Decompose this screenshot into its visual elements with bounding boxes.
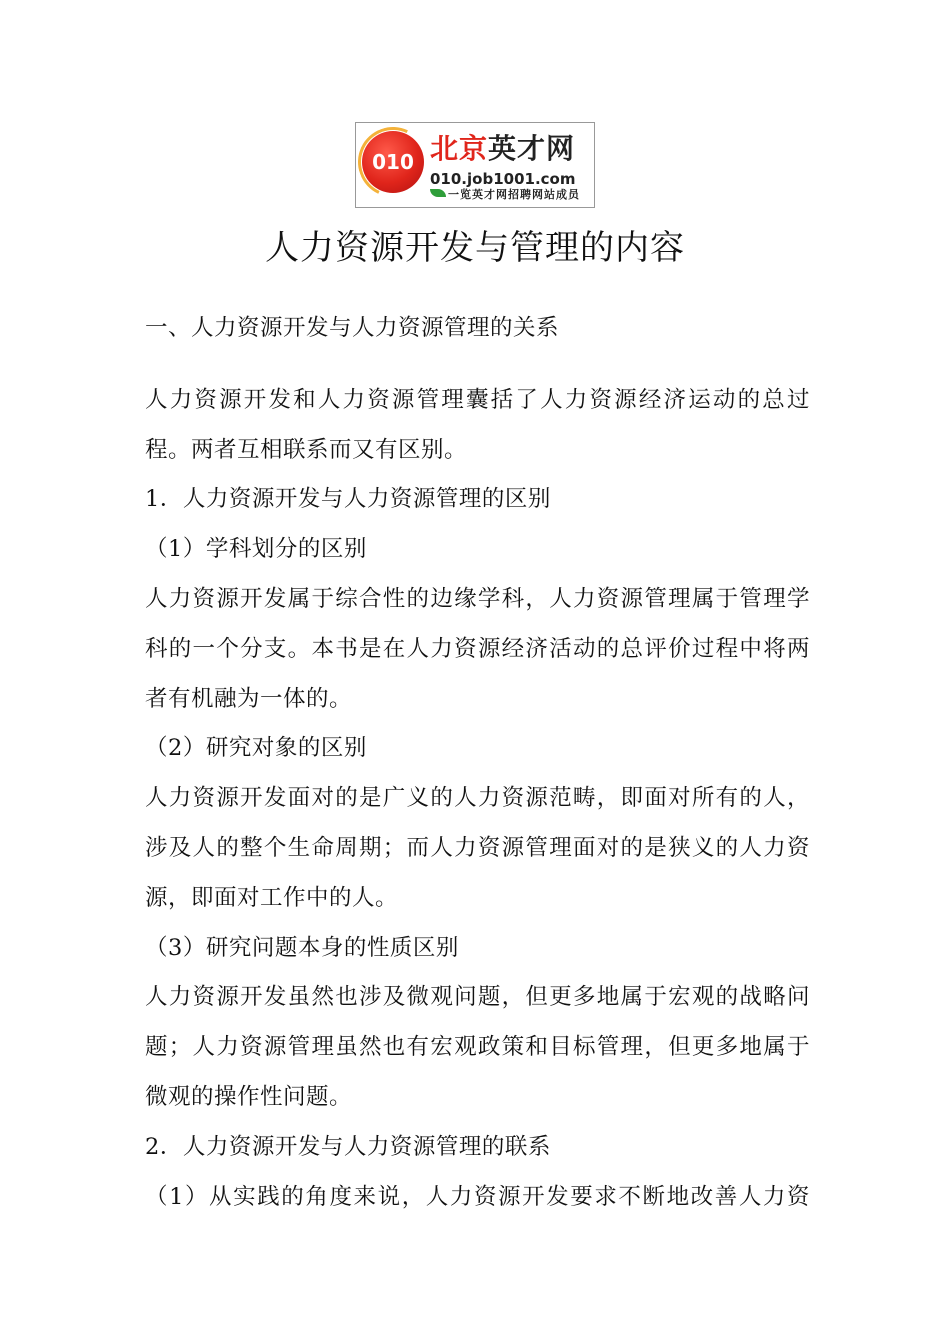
logo-slogan: 一览英才网招聘网站成员 [448, 188, 580, 201]
logo-circle-badge [362, 131, 424, 193]
paragraph-line: （1）从实践的角度来说，人力资源开发要求不断地改善人力资 [145, 1183, 810, 1210]
logo-brand-name-part2: 英才网 [488, 132, 576, 165]
paragraph-line: 人力资源开发属于综合性的边缘学科，人力资源管理属于管理学 [145, 585, 810, 612]
paragraph-line: 科的一个分支。本书是在人力资源经济活动的总评价过程中将两 [145, 635, 810, 662]
paragraph-line: 者有机融为一体的。 [145, 685, 353, 712]
document-body [145, 304, 810, 1222]
paragraph-line: 题；人力资源管理虽然也有宏观政策和目标管理，但更多地属于 [145, 1034, 810, 1061]
paragraph-line: 人力资源开发虽然也涉及微观问题，但更多地属于宏观的战略问 [145, 984, 810, 1011]
section-heading: 一、人力资源开发与人力资源管理的关系 [145, 315, 560, 341]
paragraph-line: 人力资源开发和人力资源管理囊括了人力资源经济运动的总过 [145, 386, 810, 413]
subheading-line: （1）学科划分的区别 [145, 536, 367, 563]
paragraph-line: 涉及人的整个生命周期；而人力资源管理面对的是狭义的人力资 [145, 834, 810, 861]
subheading-line: 1．人力资源开发与人力资源管理的区别 [145, 486, 551, 513]
subheading-line: （3）研究问题本身的性质区别 [145, 934, 459, 961]
paragraph-line: 源，即面对工作中的人。 [145, 884, 399, 911]
company-logo[interactable] [355, 122, 595, 208]
document-title: 人力资源开发与管理的内容 [265, 228, 685, 268]
logo-url: 010.job1001.com [430, 170, 576, 188]
logo-brand-name-part1: 北京 [430, 132, 489, 165]
subheading-line: 2．人力资源开发与人力资源管理的联系 [145, 1133, 551, 1160]
logo-circle-text: 010 [372, 150, 414, 174]
leaf-icon [430, 189, 446, 197]
paragraph-line: 人力资源开发面对的是广义的人力资源范畴，即面对所有的人， [145, 785, 810, 812]
paragraph-line: 微观的操作性问题。 [145, 1083, 353, 1110]
subheading-line: （2）研究对象的区别 [145, 735, 367, 762]
logo-brand-name [430, 133, 575, 165]
paragraph-line: 程。两者互相联系而又有区别。 [145, 436, 468, 463]
